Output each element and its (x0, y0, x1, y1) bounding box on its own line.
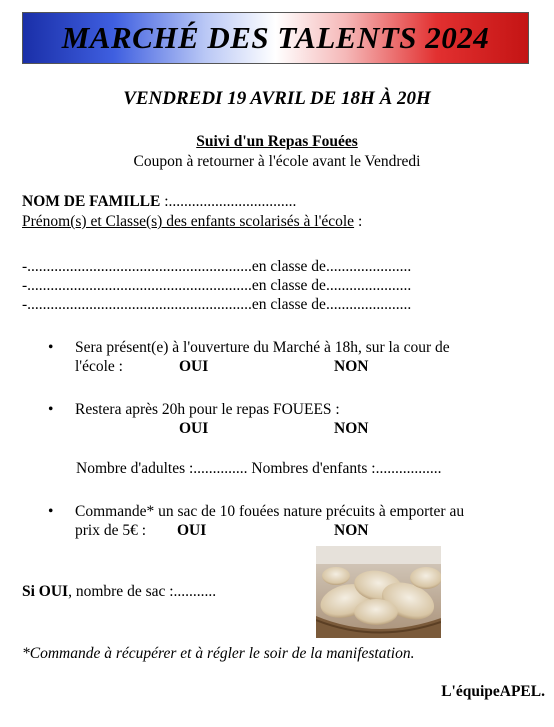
bullet-icon: • (48, 401, 54, 418)
commande-non-option[interactable]: NON (334, 522, 369, 539)
child-classe-dots: ...................... (325, 258, 412, 275)
child-line (22, 296, 411, 314)
child-line (22, 277, 411, 295)
presence-oui-option[interactable]: OUI (179, 358, 209, 375)
child-classe-dots: ...................... (325, 277, 412, 294)
coupon-heading: Suivi d'un Repas Fouées (196, 133, 358, 150)
family-name-field (22, 193, 296, 211)
presence-non-option[interactable]: NON (334, 358, 369, 375)
child-line (22, 258, 411, 276)
commande-question-line2: prix de 5€ : (75, 522, 147, 539)
bag-count-field (22, 583, 216, 601)
page-title: MARCHÉ DES TALENTS 2024 (61, 20, 490, 55)
bullet-icon: • (48, 503, 54, 520)
child-classe-dots: ...................... (325, 296, 412, 313)
repas-question: Restera après 20h pour le repas FOUEES : (75, 401, 340, 418)
si-oui-label: Si OUI (22, 583, 69, 600)
bullet-icon: • (48, 339, 54, 356)
commande-oui-option[interactable]: OUI (177, 522, 207, 539)
attendee-counts-field: Nombre d'adultes :.............. Nombres d'enfants :................. (76, 460, 442, 477)
fouees-photo (316, 546, 441, 638)
child-classe-label: en classe de (251, 296, 326, 313)
presence-question-line2: l'école : (75, 358, 123, 375)
title-banner (22, 12, 529, 64)
event-date: VENDREDI 19 AVRIL DE 18H À 20H (123, 88, 431, 109)
coupon-instruction: Coupon à retourner à l'école avant le Vendredi (133, 153, 421, 170)
family-name-label: NOM DE FAMILLE (22, 193, 161, 210)
children-colon: : (354, 213, 363, 230)
child-name-dots: -.......................................................... (22, 277, 252, 294)
family-name-dots: :................................. (160, 193, 297, 210)
child-classe-label: en classe de (251, 277, 326, 294)
commande-question: Commande* un sac de 10 fouées nature précuits à emporter au (75, 503, 465, 520)
repas-non-option[interactable]: NON (334, 420, 369, 437)
child-name-dots: -.......................................................... (22, 296, 252, 313)
repas-oui-option[interactable]: OUI (179, 420, 209, 437)
presence-question: Sera présent(e) à l'ouverture du Marché à 18h, sur la cour de (75, 339, 450, 356)
child-name-dots: -.......................................................... (22, 258, 252, 275)
children-label: Prénom(s) et Classe(s) des enfants scolarisés à l'école (22, 213, 355, 230)
child-classe-label: en classe de (251, 258, 326, 275)
signature: L'équipeAPEL. (441, 683, 545, 700)
bag-count-dots: , nombre de sac :........... (68, 583, 217, 600)
children-field (22, 213, 362, 231)
footnote: *Commande à récupérer et à régler le soir de la manifestation. (22, 645, 415, 662)
